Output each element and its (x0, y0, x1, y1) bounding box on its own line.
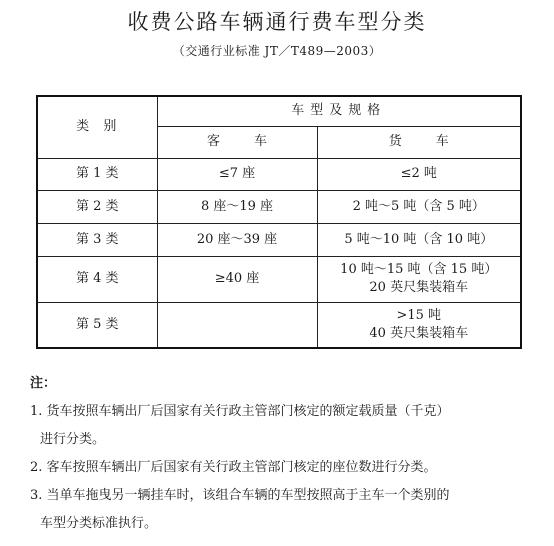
row-passenger: ≥40 座 (157, 256, 317, 302)
notes-heading: 注： (30, 376, 57, 391)
document-title: 收费公路车辆通行费车型分类 (127, 10, 427, 34)
note-line: 1. 货车按照车辆出厂后国家有关行政主管部门核定的额定载质量（千克） (30, 404, 450, 419)
row-category: 第 4 类 (37, 256, 157, 302)
note-line: 2. 客车按照车辆出厂后国家有关行政主管部门核定的座位数进行分类。 (30, 460, 437, 475)
header-cargo-char2: 车 (435, 134, 449, 149)
row-cargo: 2 吨～5 吨（含 5 吨） (317, 190, 521, 223)
notes-section (30, 370, 540, 538)
table-row (37, 190, 521, 223)
row-category: 第 1 类 (37, 158, 157, 190)
header-cargo-char1: 货 (388, 134, 402, 149)
row-passenger: 8 座～19 座 (157, 190, 317, 223)
row-cargo: 5 吨～10 吨（含 10 吨） (317, 223, 521, 256)
row-category: 第 2 类 (37, 190, 157, 223)
header-category-label: 类 别 (76, 119, 119, 135)
table-row (37, 302, 521, 348)
header-passenger-char1: 客 (206, 134, 220, 149)
row-cargo-line1: >15 吨 (396, 307, 442, 323)
header-passenger-char2: 车 (254, 134, 268, 149)
row-cargo-line1: 10 吨～15 吨（含 15 吨） (340, 262, 498, 277)
note-item (30, 482, 540, 538)
row-category: 第 5 类 (37, 302, 157, 348)
header-passenger (157, 126, 317, 158)
row-passenger: 20 座～39 座 (157, 223, 317, 256)
note-line: 3. 当单车拖曳另一辆挂车时，该组合车辆的车型按照高于主车一个类别的 (30, 488, 450, 503)
vehicle-classification-table (36, 95, 522, 349)
table-row (37, 223, 521, 256)
row-cargo: ≤2 吨 (317, 158, 521, 190)
note-line: 车型分类标准执行。 (40, 516, 158, 531)
header-cargo (317, 126, 521, 158)
document-subtitle: （交通行业标准 JT／T489—2003） (172, 44, 382, 58)
row-cargo-line2: 20 英尺集装箱车 (369, 280, 469, 295)
header-spec: 车型及规格 (157, 96, 521, 126)
row-cargo (317, 302, 521, 348)
row-cargo (317, 256, 521, 302)
row-cargo-line2: 40 英尺集装箱车 (369, 325, 469, 341)
row-category: 第 3 类 (37, 223, 157, 256)
note-item (30, 454, 540, 482)
table-row (37, 158, 521, 190)
row-passenger (157, 302, 317, 348)
note-item (30, 398, 540, 454)
table-row (37, 256, 521, 302)
note-line: 进行分类。 (40, 432, 106, 447)
header-category (37, 96, 157, 158)
row-passenger: ≤7 座 (157, 158, 317, 190)
